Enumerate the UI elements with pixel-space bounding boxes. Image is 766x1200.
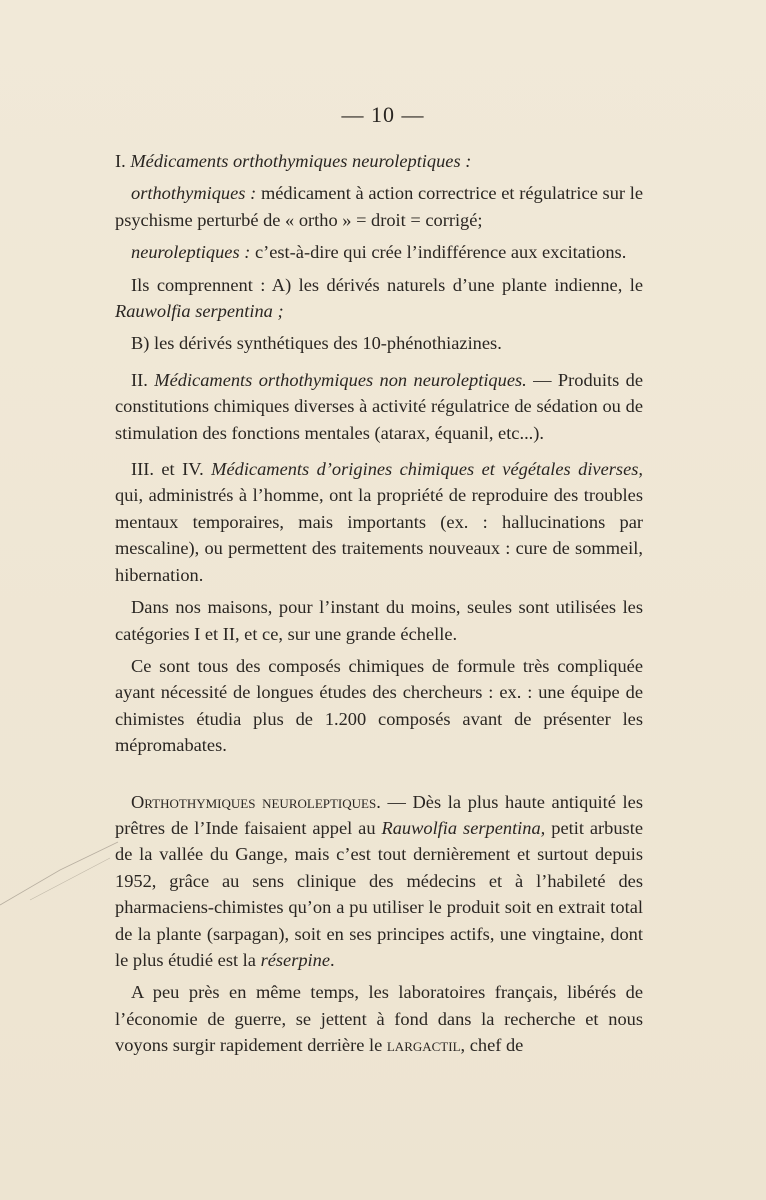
paragraph-comprennent-text: Ils comprennent : A) les dérivés naturels d’une plante indienne, le <box>131 274 643 295</box>
definition-neuroleptiques <box>115 239 643 265</box>
section-1-title: Médicaments orthothymiques neuroleptiques : <box>130 151 472 171</box>
section-1-heading <box>115 148 643 174</box>
term-orthothymiques: orthothymiques : <box>131 183 257 204</box>
definition-neuroleptiques-text: c’est-à-dire qui crée l’indifférence aux excitations. <box>250 242 627 263</box>
paragraph-laboratoires-text-a: A peu près en même temps, les laboratoires français, libérés de l’économie de guerre, se jettent à fond dans la recherche et nous voyons surgir rapidement derrière le <box>115 982 643 1056</box>
plant-name-rauwolfia: Rauwolfia serpentina ; <box>115 301 284 322</box>
paragraph-ortho-text-b: petit arbuste de la vallée du Gange, mais c’est tout dernièrement et surtout depuis 1952, grâce au sens clinique des médecins et à l’habileté des pharmaciens-chimistes qu’on a pu utiliser le produit soit en extrait total de la plante (sarpagan), soit en ses principes actifs, une vingtaine, dont le plus étudié est la <box>115 817 643 970</box>
section-3 <box>115 456 643 588</box>
term-reserpine: réserpine <box>260 949 331 970</box>
term-neuroleptiques: neuroleptiques : <box>131 242 251 263</box>
body-text <box>115 148 643 1059</box>
section-3-body: qui, administrés à l’homme, ont la propriété de reproduire des troubles mentaux temporaires, mais importants (ex. : hallucinations par mescaline), ou permettent des traitements nouveaux : cure de sommeil, hibernation. <box>115 485 643 585</box>
paragraph-maisons: Dans nos maisons, pour l’instant du moins, seules sont utilisées les catégories I et II, et ce, sur une grande échelle. <box>115 597 643 644</box>
paragraph-ortho-text-a: — Dès la plus haute antiquité les prêtres de l’Inde faisaient appel au <box>115 791 643 838</box>
section-2-title: Médicaments orthothymiques non neuroleptiques. <box>154 369 527 390</box>
definition-orthothymiques <box>115 180 643 233</box>
definition-orthothymiques-text: médicament à action correctrice et régulatrice sur le psychisme perturbé de « ortho » = droit = corrigé; <box>115 183 643 230</box>
paragraph-ortho-text-c: . <box>330 949 335 970</box>
paragraph-composes: Ce sont tous des composés chimiques de formule très compliquée ayant nécessité de longues études des chercheurs : ex. : une équipe de chimistes étudia plus de 1.200 composés avant de présenter les mépromabates. <box>115 655 643 756</box>
section-3-number: III. et IV. <box>131 459 204 480</box>
paragraph-heading-small-caps: Orthothymiques neuroleptiques. <box>131 791 381 812</box>
drug-name-largactil: largactil, <box>386 1035 466 1056</box>
paragraph-laboratoires <box>115 979 643 1058</box>
plant-name-rauwolfia-2: Rauwolfia serpentina, <box>381 817 546 838</box>
section-1-number: I. <box>115 151 126 171</box>
section-3-title: Médicaments d’origines chimiques et végétales diverses, <box>211 459 643 480</box>
page-number: — 10 — <box>341 102 425 127</box>
paragraph-laboratoires-text-b: chef de <box>465 1035 524 1056</box>
section-2-number: II. <box>131 369 148 390</box>
section-2-body: — Produits de constitutions chimiques diverses à activité régulatrice de sédation ou de stimulation des fonctions mentales (atarax, équanil, etc...). <box>115 369 643 443</box>
paragraph-comprennent <box>115 272 643 325</box>
section-2 <box>115 367 643 446</box>
paragraph-derives-synthetiques: B) les dérivés synthétiques des 10-phénothiazines. <box>131 333 502 354</box>
paragraph-orthothymiques-neuroleptiques <box>115 789 643 974</box>
